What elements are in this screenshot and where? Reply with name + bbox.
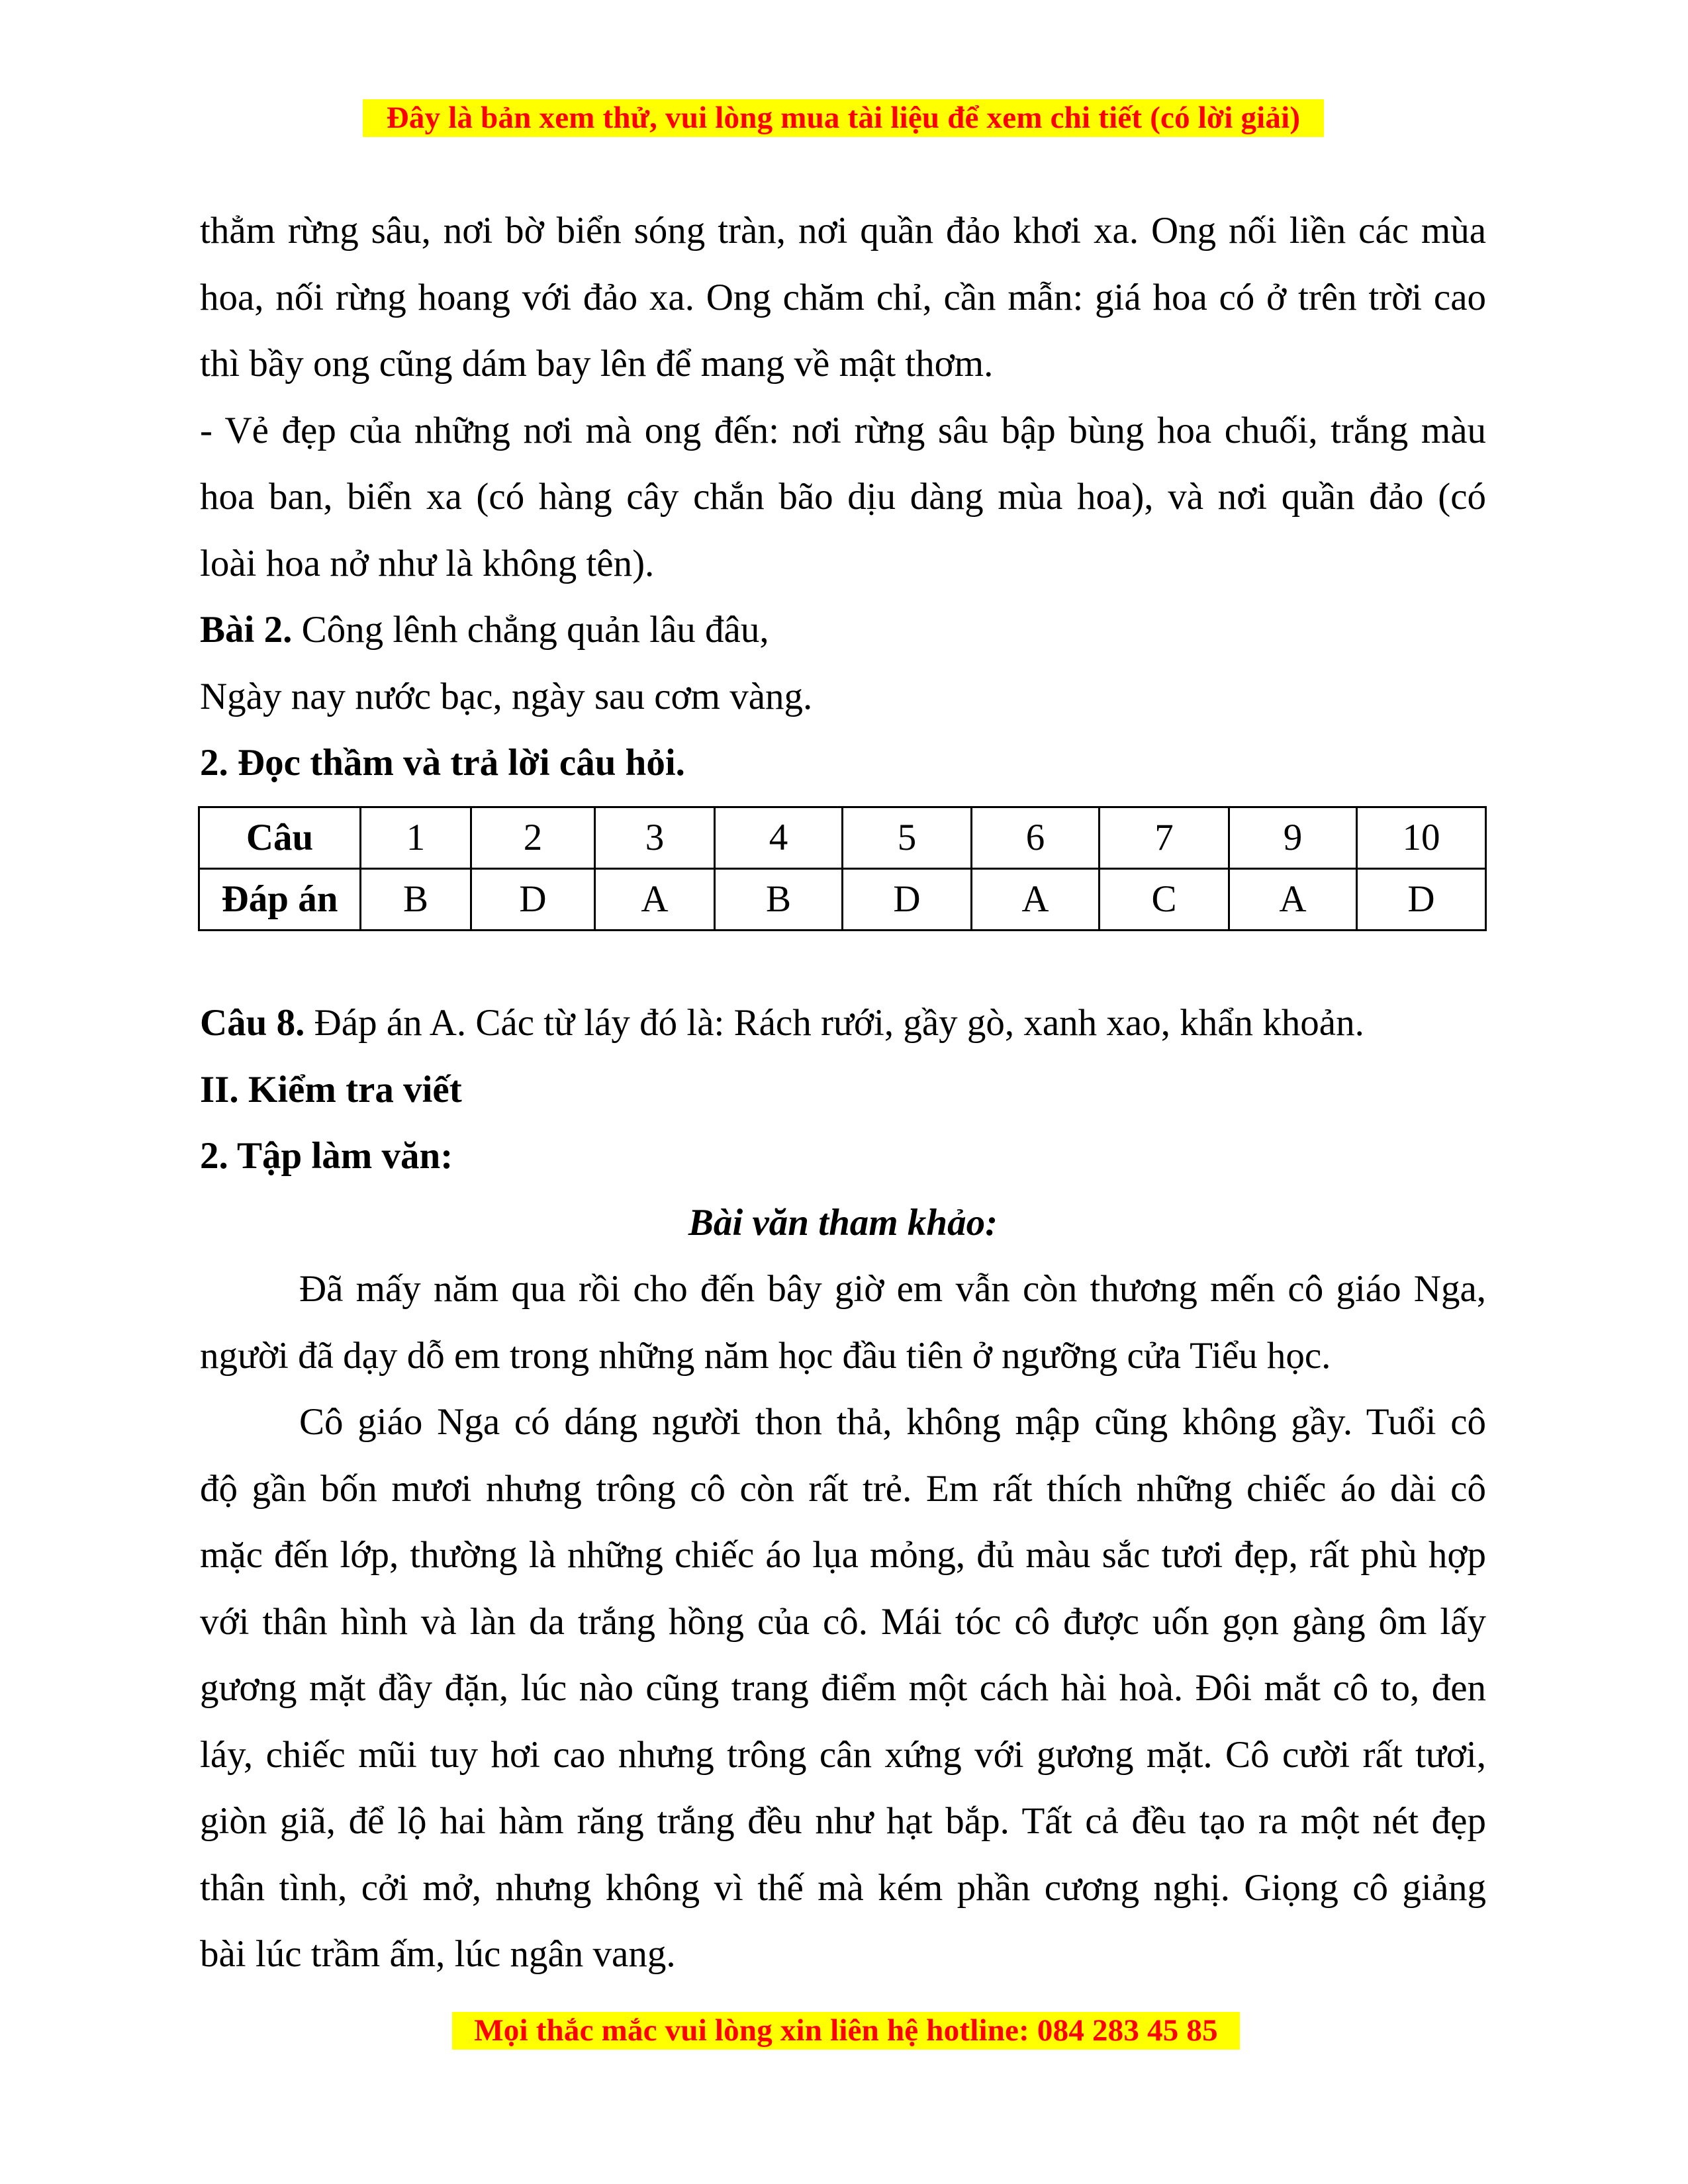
text-line: người đã dạy dỗ em trong những năm học đầu tiên ở ngưỡng cửa Tiểu học. [200, 1334, 1331, 1377]
question-number-cell: 9 [1229, 807, 1357, 869]
bai-2-line-1 [200, 597, 1486, 664]
section-heading-tap-lam-van: 2. Tập làm văn: [200, 1135, 453, 1177]
section-heading-doc-tham: 2. Đọc thầm và trả lời câu hỏi. [200, 742, 685, 784]
text-line: thân tình, cởi mở, nhưng không vì thế mà kém phần cương nghị. Giọng cô giảng [200, 1866, 1486, 1909]
essay-paragraph-1 [200, 1256, 1486, 1389]
text-line: láy, chiếc mũi tuy hơi cao nhưng trông cân xứng với gương mặt. Cô cười rất tươi, [200, 1733, 1486, 1776]
text-line: thẳm rừng sâu, nơi bờ biển sóng tràn, nơi quần đảo khơi xa. Ong nối liền các mùa [200, 210, 1486, 251]
text-line: hoa, nối rừng hoang với đảo xa. Ong chăm chỉ, cần mẫn: giá hoa có ở trên trời cao [200, 276, 1486, 318]
text-line: độ gần bốn mươi nhưng trông cô còn rất trẻ. Em rất thích những chiếc áo dài cô [200, 1467, 1486, 1510]
bai-2-label: Bài 2. [200, 609, 293, 651]
essay-paragraph-2 [200, 1389, 1486, 1988]
row-header-question: Câu [199, 807, 361, 869]
row-header-answer: Đáp án [199, 869, 361, 931]
text-line: giòn giã, để lộ hai hàm răng trắng đều như hạt bắp. Tất cả đều tạo ra một nét đẹp [200, 1800, 1486, 1842]
header-preview-notice: Đây là bản xem thử, vui lòng mua tài liệu để xem chi tiết (có lời giải) [363, 99, 1324, 137]
answer-cell: A [1229, 869, 1357, 931]
text-line: thì bầy ong cũng dám bay lên để mang về mật thơm. [200, 343, 994, 385]
question-number-cell: 10 [1357, 807, 1486, 869]
table-row-answers [199, 869, 1486, 931]
text-line: Cô giáo Nga có dáng người thon thả, không mập cũng không gầy. Tuổi cô [299, 1401, 1486, 1443]
essay-title: Bài văn tham khảo: [688, 1201, 998, 1244]
question-number-cell: 1 [361, 807, 471, 869]
answer-cell: B [715, 869, 843, 931]
footer-hotline-notice: Mọi thắc mắc vui lòng xin liên hệ hotline: 084 283 45 85 [452, 2012, 1240, 2050]
bai-2-verse-2: Ngày nay nước bạc, ngày sau cơm vàng. [200, 675, 813, 717]
answer-cell: A [595, 869, 715, 931]
document-body-bottom [200, 990, 1486, 1988]
bai-2-verse-1: Công lênh chẳng quản lâu đâu, [301, 609, 769, 651]
question-number-cell: 7 [1100, 807, 1229, 869]
text-line: với thân hình và làn da trắng hồng của cô. Mái tóc cô được uốn gọn gàng ôm lấy [200, 1600, 1486, 1643]
answer-cell: C [1100, 869, 1229, 931]
answer-cell: B [361, 869, 471, 931]
text-line: loài hoa nở như là không tên). [200, 542, 655, 584]
text-line: bài lúc trầm ấm, lúc ngân vang. [200, 1933, 676, 1975]
text-line: mặc đến lớp, thường là những chiếc áo lụa mỏng, đủ màu sắc tươi đẹp, rất phù hợp [200, 1534, 1486, 1576]
answer-table [198, 806, 1487, 931]
answer-cell: A [972, 869, 1100, 931]
question-number-cell: 2 [471, 807, 595, 869]
table-row-questions [199, 807, 1486, 869]
cau-8-label: Câu 8. [200, 1002, 305, 1044]
section-heading-kiem-tra-viet: II. Kiểm tra viết [200, 1068, 462, 1111]
question-number-cell: 5 [843, 807, 972, 869]
text-line: Đã mấy năm qua rồi cho đến bây giờ em vẫn còn thương mến cô giáo Nga, [299, 1268, 1486, 1310]
answer-cell: D [1357, 869, 1486, 931]
document-body-top [200, 198, 1486, 797]
paragraph-bee-journey [200, 198, 1486, 398]
text-line: gương mặt đầy đặn, lúc nào cũng trang điểm một cách hài hoà. Đôi mắt cô to, đen [200, 1667, 1486, 1709]
cau-8-answer [200, 990, 1486, 1057]
text-line: - Vẻ đẹp của những nơi mà ong đến: nơi rừng sâu bập bùng hoa chuối, trắng màu [200, 409, 1486, 451]
answer-cell: D [843, 869, 972, 931]
cau-8-text: Đáp án A. Các từ láy đó là: Rách rưới, gầy gò, xanh xao, khẩn khoản. [314, 1002, 1364, 1044]
paragraph-beauty-of-places [200, 398, 1486, 598]
question-number-cell: 6 [972, 807, 1100, 869]
question-number-cell: 3 [595, 807, 715, 869]
question-number-cell: 4 [715, 807, 843, 869]
answer-cell: D [471, 869, 595, 931]
text-line: hoa ban, biển xa (có hàng cây chắn bão dịu dàng mùa hoa), và nơi quần đảo (có [200, 476, 1486, 518]
